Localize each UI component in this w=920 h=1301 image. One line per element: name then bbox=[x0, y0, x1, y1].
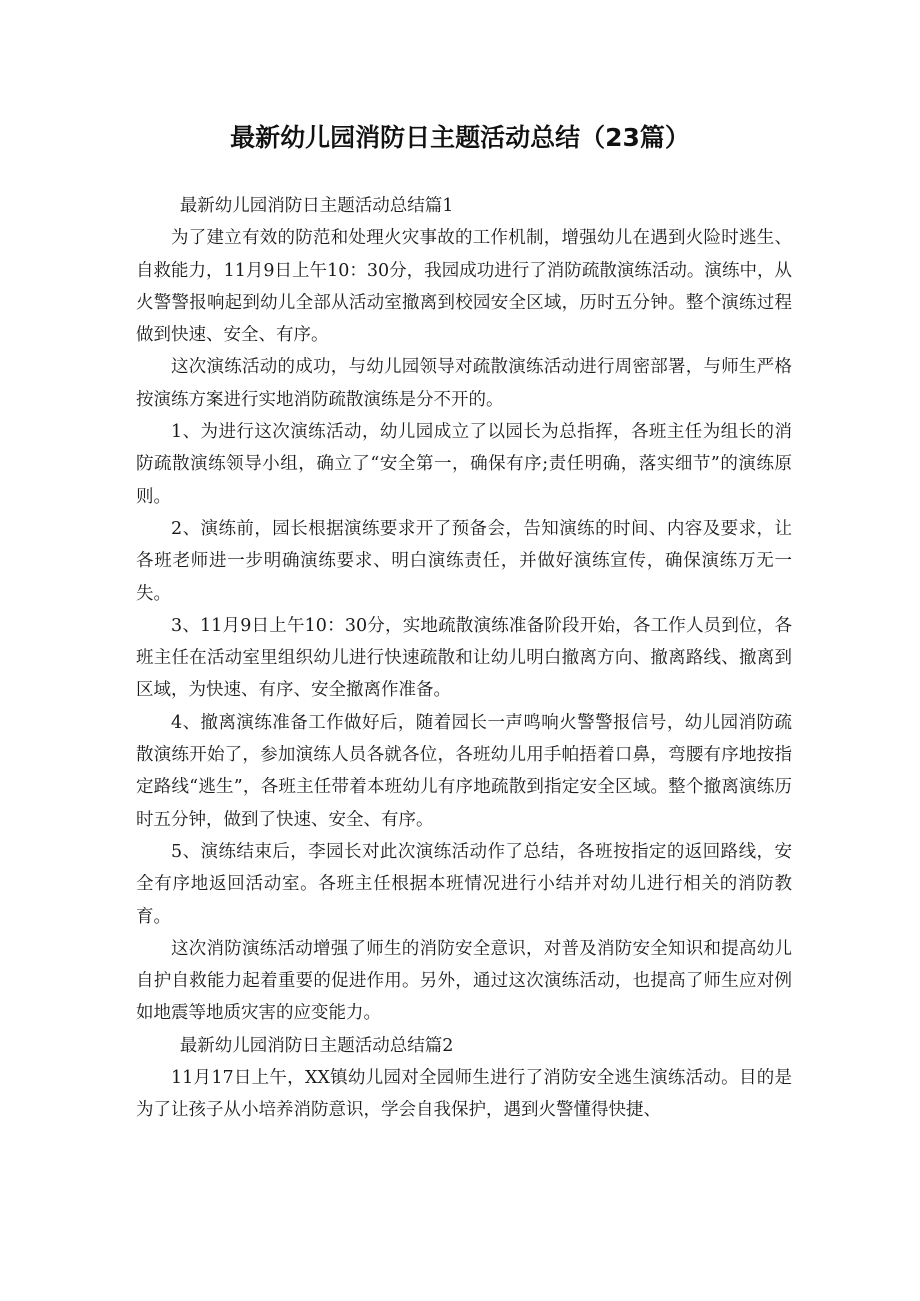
paragraph-item-1: 1、为进行这次演练活动，幼儿园成立了以园长为总指挥，各班主任为组长的消防疏散演练领导小组，确立了“安全第一，确保有序;责任明确，落实细节”的演练原则。 bbox=[136, 422, 792, 507]
paragraph-item-5: 5、演练结束后，李园长对此次演练活动作了总结，各班按指定的返回路线，安全有序地返回活动室。各班主任根据本班情况进行小结并对幼儿进行相关的消防教育。 bbox=[136, 841, 792, 927]
paragraph-conclusion: 这次消防演练活动增强了师生的消防安全意识，对普及消防安全知识和提高幼儿自护自救能力起着重要的促进作用。另外，通过这次演练活动，也提高了师生应对例如地震等地质灾害的应变能力。 bbox=[136, 938, 792, 1024]
paragraph-item-2: 2、演练前，园长根据演练要求开了预备会，告知演练的时间、内容及要求，让各班老师进一步明确演练要求、明白演练责任，并做好演练宣传，确保演练万无一失。 bbox=[136, 518, 792, 604]
document-body bbox=[136, 190, 792, 1127]
paragraph-section2-intro: 11月17日上午，XX镇幼儿园对全园师生进行了消防安全逃生演练活动。目的是为了让孩子从小培养消防意识，学会自我保护，遇到火警懂得快捷、 bbox=[136, 1068, 792, 1121]
document-title: 最新幼儿园消防日主题活动总结（23篇） bbox=[230, 123, 690, 152]
paragraph-item-4: 4、撤离演练准备工作做好后，随着园长一声鸣响火警警报信号，幼儿园消防疏散演练开始了，参加演练人员各就各位，各班幼儿用手帕捂着口鼻，弯腰有序地按指定路线“逃生”，各班主任带着本班幼儿有序地疏散到指定安全区域。整个撤离演练历时五分钟，做到了快速、安全、有序。 bbox=[136, 712, 792, 830]
paragraph-item-3: 3、11月9日上午10：30分，实地疏散演练准备阶段开始，各工作人员到位，各班主任在活动室里组织幼儿进行快速疏散和让幼儿明白撤离方向、撤离路线、撤离到区域，为快速、有序、安全撤离作准备。 bbox=[136, 615, 792, 701]
paragraph-success: 这次演练活动的成功，与幼儿园领导对疏散演练活动进行周密部署，与师生严格按演练方案进行实地消防疏散演练是分不开的。 bbox=[136, 357, 792, 410]
section-heading-1: 最新幼儿园消防日主题活动总结篇1 bbox=[179, 196, 454, 216]
section-heading-2: 最新幼儿园消防日主题活动总结篇2 bbox=[179, 1035, 454, 1056]
paragraph-intro: 为了建立有效的防范和处理火灾事故的工作机制，增强幼儿在遇到火险时逃生、自救能力，11月9日上午10：30分，我园成功进行了消防疏散演练活动。演练中，从火警警报响起到幼儿全部从活动室撤离到校园安全区域，历时五分钟。整个演练过程做到快速、安全、有序。 bbox=[136, 228, 792, 346]
